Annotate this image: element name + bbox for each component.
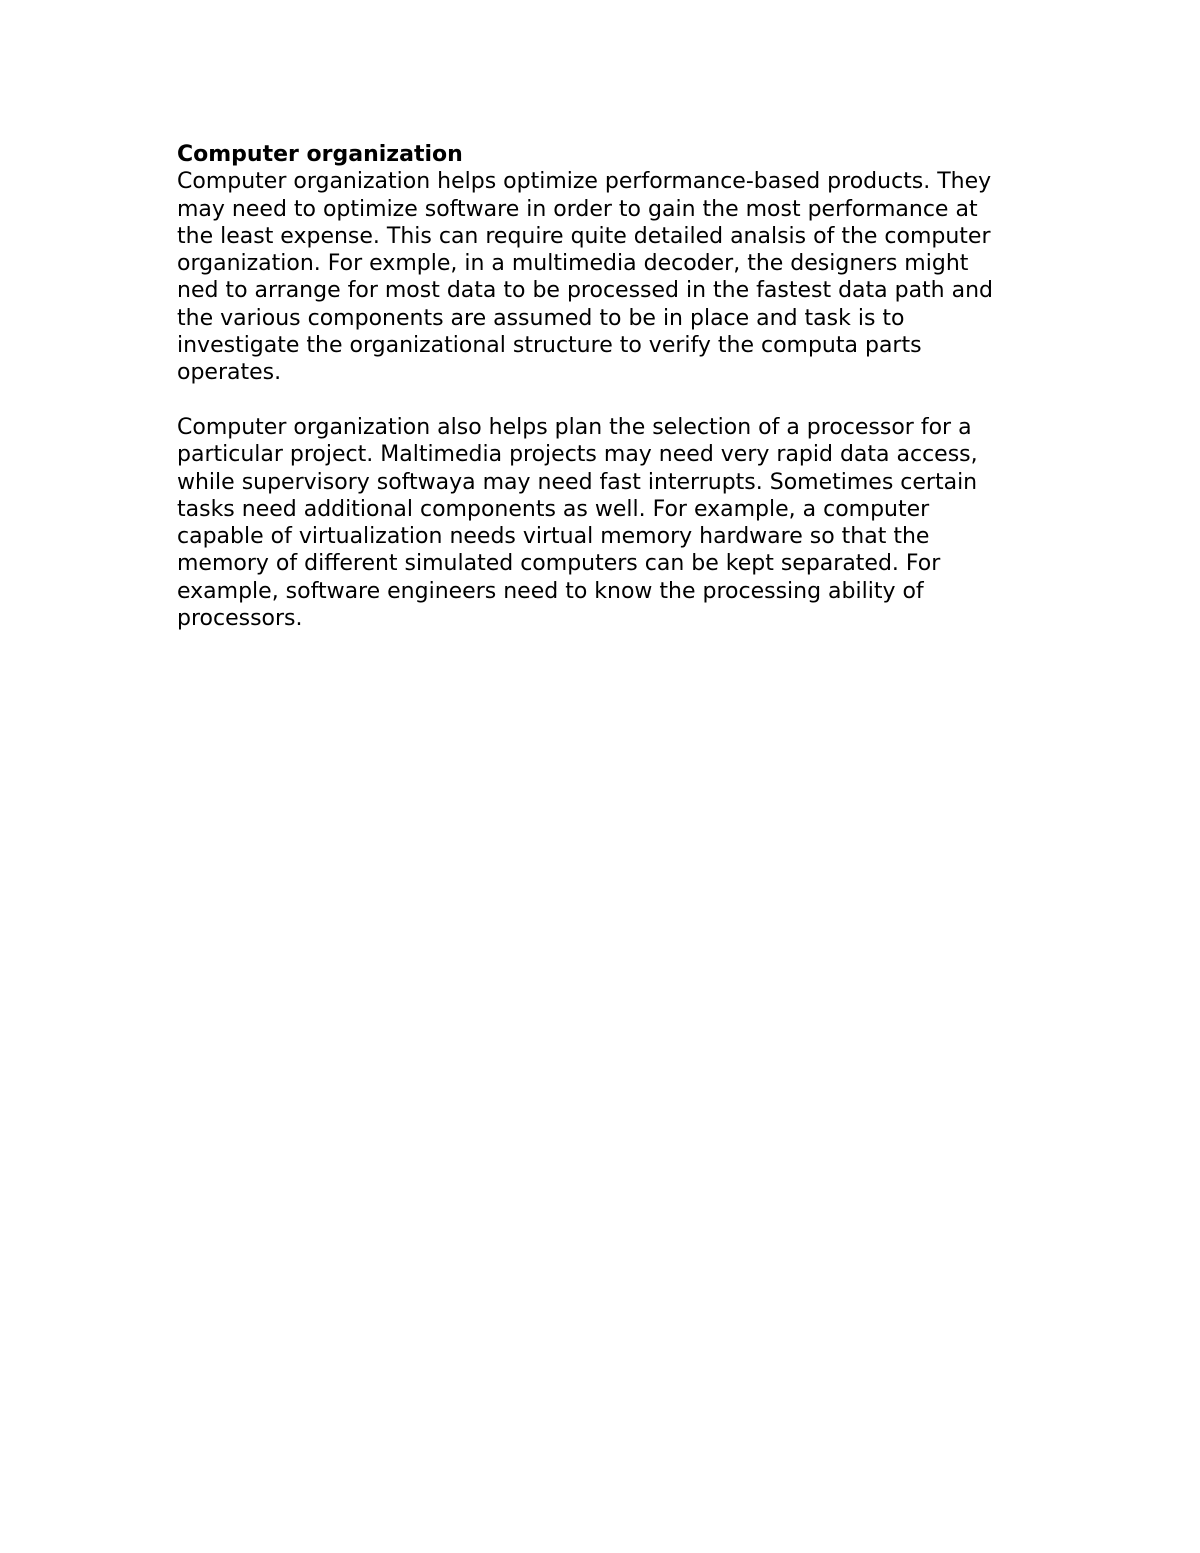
paragraph-2 [177, 414, 1057, 632]
paragraph-line: processors. [177, 606, 303, 632]
paragraph-spacer [177, 387, 1057, 414]
paragraph-line: investigate the organizational structure to verify the computa parts [177, 333, 922, 359]
paragraph-line: example, software engineers need to know the processing ability of [177, 578, 924, 604]
paragraph-line: operates. [177, 360, 282, 386]
document-title: Computer organization [177, 142, 463, 167]
paragraph-line: capable of virtualization needs virtual memory hardware so that the [177, 524, 930, 550]
paragraph-line: Computer organization helps optimize performance-based products. They [177, 169, 992, 195]
paragraph-line: ned to arrange for most data to be processed in the fastest data path and [177, 278, 994, 304]
paragraph-line: Computer organization also helps plan the selection of a processor for a [177, 414, 972, 440]
paragraph-line: while supervisory softwaya may need fast interrupts. Sometimes certain [177, 469, 978, 495]
paragraph-line: tasks need additional components as well. For example, a computer [177, 496, 930, 522]
paragraph-line: particular project. Maltimedia projects may need very rapid data access, [177, 442, 978, 468]
paragraph-line: the various components are assumed to be in place and task is to [177, 305, 905, 331]
document-body [177, 141, 1057, 632]
paragraph-1 [177, 168, 1057, 386]
paragraph-line: organization. For exmple, in a multimedia decoder, the designers might [177, 251, 969, 277]
paragraph-line: may need to optimize software in order to gain the most performance at [177, 196, 978, 222]
paragraph-line: memory of different simulated computers can be kept separated. For [177, 551, 941, 577]
paragraph-line: the least expense. This can require quite detailed analsis of the computer [177, 223, 991, 249]
